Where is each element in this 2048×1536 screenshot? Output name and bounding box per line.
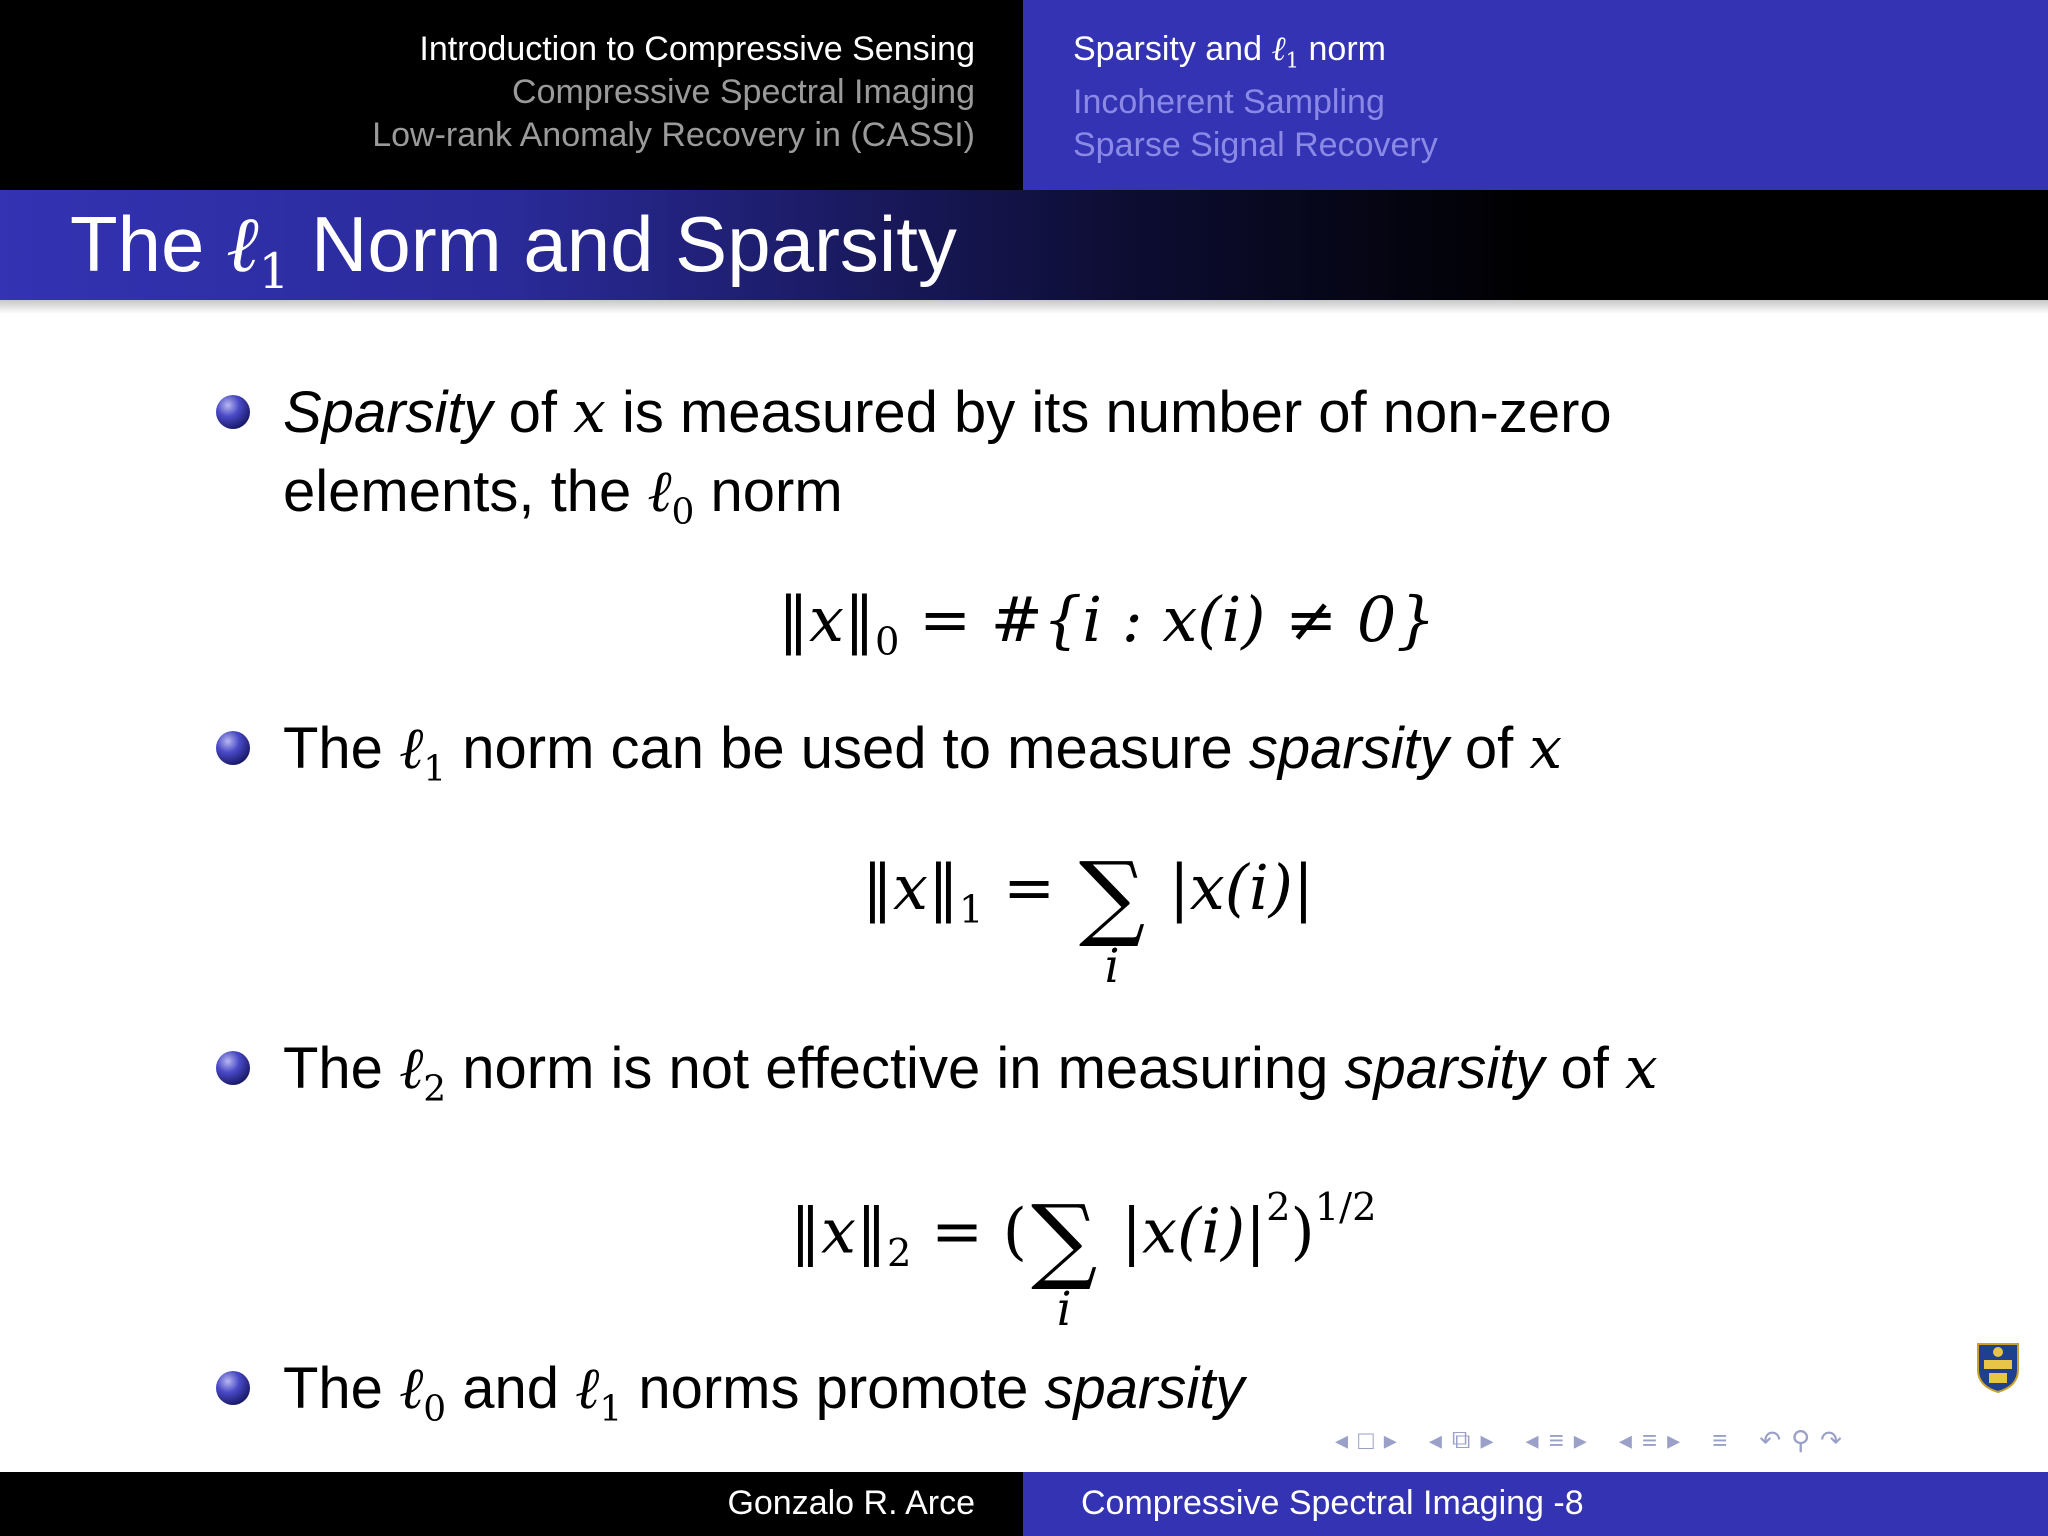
equation-equals-paren: = ( bbox=[931, 1194, 1027, 1268]
summation-index: i bbox=[1056, 1282, 1072, 1337]
nav-next-frame-arrow-icon[interactable]: ▸ bbox=[1480, 1424, 1494, 1455]
equation-subscript: 1 bbox=[958, 887, 984, 933]
equation-exponent: 1/2 bbox=[1314, 1185, 1377, 1230]
bullet-text: norm can be used to measure bbox=[462, 716, 1233, 781]
bullet-text: norms promote bbox=[638, 1356, 1029, 1421]
title-ell-symbol: ℓ bbox=[226, 200, 259, 290]
footer-short-title bbox=[1081, 1484, 1584, 1523]
math-variable: x bbox=[573, 378, 606, 446]
ell-symbol: ℓ bbox=[575, 1354, 600, 1422]
bullet-text: and bbox=[462, 1356, 560, 1421]
bullet-l2-norm bbox=[283, 1029, 1658, 1129]
summation-index: i bbox=[1104, 938, 1120, 993]
ell-symbol: ℓ bbox=[399, 1034, 424, 1102]
bullet-norms-promote-sparsity bbox=[283, 1349, 1244, 1449]
section-navigation bbox=[372, 28, 975, 157]
equation-equals: = bbox=[1003, 851, 1056, 924]
emphasis-text: Sparsity bbox=[283, 380, 493, 445]
nav-frame-icon[interactable]: ⧉ bbox=[1451, 1424, 1471, 1454]
ell-subscript: 1 bbox=[423, 748, 447, 790]
ell-symbol: ℓ bbox=[1271, 29, 1286, 69]
nav-section-compressive-spectral-imaging[interactable]: Compressive Spectral Imaging bbox=[512, 73, 975, 111]
bullet-l1-norm bbox=[283, 709, 1562, 809]
footer-title-text: Compressive Spectral Imaging bbox=[1081, 1484, 1544, 1522]
math-variable: x bbox=[1624, 1034, 1658, 1102]
equation-superscript: 2 bbox=[1266, 1185, 1291, 1230]
bullet-sparsity-definition bbox=[283, 373, 1612, 552]
summation-symbol bbox=[1031, 1185, 1098, 1337]
nav-subsection-suffix: norm bbox=[1308, 30, 1386, 68]
nav-forward-icon[interactable]: ↷ bbox=[1820, 1424, 1842, 1455]
footer-page-number: -8 bbox=[1553, 1484, 1584, 1522]
equation-rhs: |x(i)| bbox=[1168, 851, 1314, 924]
nav-subsection-sparsity-l1-norm[interactable] bbox=[1073, 28, 1438, 81]
equation-subscript: 2 bbox=[886, 1231, 912, 1277]
nav-prev-frame-arrow-icon[interactable]: ◂ bbox=[1428, 1424, 1442, 1455]
bullet-text: norm bbox=[710, 459, 843, 524]
ell-subscript: 2 bbox=[423, 1068, 447, 1110]
nav-document-icon[interactable]: ≡ bbox=[1712, 1424, 1728, 1455]
summation-sign: ∑ bbox=[1031, 1185, 1098, 1294]
ell-symbol: ℓ bbox=[399, 714, 424, 782]
nav-slide-icon[interactable]: □ bbox=[1358, 1424, 1374, 1455]
bullet-line bbox=[283, 373, 1612, 452]
bullet-text: is measured by its number of non-zero bbox=[621, 380, 1612, 445]
emphasis-text: sparsity bbox=[1344, 1036, 1545, 1101]
equation-l2-norm bbox=[790, 1168, 1377, 1337]
nav-subsection-icon[interactable]: ≡ bbox=[1548, 1424, 1564, 1455]
emphasis-text: sparsity bbox=[1044, 1356, 1245, 1421]
ell-subscript: 1 bbox=[1285, 47, 1300, 73]
nav-prev-section-arrow-icon[interactable]: ◂ bbox=[1618, 1424, 1632, 1455]
nav-prev-subsection-arrow-icon[interactable]: ◂ bbox=[1525, 1424, 1539, 1455]
equation-lhs: ‖x‖ bbox=[790, 1194, 887, 1268]
summation-symbol bbox=[1078, 841, 1146, 993]
bullet-text: elements, the bbox=[283, 459, 632, 524]
bullet-text: of bbox=[1560, 1036, 1609, 1101]
ell-subscript: 0 bbox=[423, 1388, 447, 1430]
summation-sign: ∑ bbox=[1078, 841, 1146, 950]
bullet-ball-icon bbox=[216, 731, 250, 765]
nav-section-low-rank-anomaly-recovery[interactable]: Low-rank Anomaly Recovery in (CASSI) bbox=[372, 116, 975, 154]
equation-l0-norm bbox=[778, 580, 1436, 682]
math-variable: x bbox=[1529, 714, 1563, 782]
nav-next-slide-arrow-icon[interactable]: ▸ bbox=[1383, 1424, 1397, 1455]
header-subsections-panel bbox=[1023, 0, 2048, 190]
subsection-navigation bbox=[1073, 28, 1438, 167]
nav-next-subsection-arrow-icon[interactable]: ▸ bbox=[1573, 1424, 1587, 1455]
equation-body: |x(i)| bbox=[1121, 1194, 1267, 1268]
bullet-text: The bbox=[283, 716, 383, 781]
beamer-navigation-symbols bbox=[1330, 1424, 1847, 1456]
bullet-ball-icon bbox=[216, 1051, 250, 1085]
nav-search-icon[interactable]: ⚲ bbox=[1791, 1424, 1811, 1455]
title-ell-subscript: 1 bbox=[258, 243, 290, 300]
bullet-text: of bbox=[508, 380, 558, 445]
footer-title-panel bbox=[1023, 1472, 2048, 1536]
title-prefix: The bbox=[70, 200, 205, 288]
equation-rhs: = #{i : x(i) ≠ 0} bbox=[919, 583, 1436, 656]
bullet-text: norm is not effective in measuring bbox=[462, 1036, 1329, 1101]
equation-subscript: 0 bbox=[874, 619, 900, 665]
footer-author: Gonzalo R. Arce bbox=[727, 1484, 975, 1522]
nav-prev-slide-arrow-icon[interactable]: ◂ bbox=[1335, 1424, 1349, 1455]
nav-subsection-prefix: Sparsity and bbox=[1073, 30, 1262, 68]
equation-l1-norm bbox=[862, 841, 1314, 993]
nav-next-section-arrow-icon[interactable]: ▸ bbox=[1667, 1424, 1681, 1455]
ell-subscript: 1 bbox=[599, 1388, 623, 1430]
bullet-text: The bbox=[283, 1036, 383, 1101]
equation-lhs: ‖x‖ bbox=[862, 851, 959, 924]
ell-symbol: ℓ bbox=[647, 457, 672, 525]
ell-symbol: ℓ bbox=[399, 1354, 424, 1422]
equation-close-paren: ) bbox=[1290, 1194, 1315, 1268]
bullet-text: of bbox=[1464, 716, 1514, 781]
bullet-ball-icon bbox=[216, 395, 250, 429]
nav-section-intro-compressive-sensing[interactable]: Introduction to Compressive Sensing bbox=[419, 30, 975, 68]
bullet-text: The bbox=[283, 1356, 383, 1421]
nav-back-icon[interactable]: ↶ bbox=[1759, 1424, 1782, 1455]
nav-subsection-sparse-signal-recovery[interactable]: Sparse Signal Recovery bbox=[1073, 126, 1438, 165]
emphasis-text: sparsity bbox=[1248, 716, 1449, 781]
equation-lhs: ‖x‖ bbox=[778, 583, 875, 656]
title-suffix: Norm and Sparsity bbox=[311, 200, 957, 288]
nav-section-icon[interactable]: ≡ bbox=[1641, 1424, 1658, 1455]
ell-subscript: 0 bbox=[671, 491, 695, 533]
university-of-delaware-seal-icon bbox=[1976, 1340, 2020, 1394]
frame-title bbox=[70, 192, 957, 324]
bullet-line bbox=[283, 452, 1612, 552]
footer-author-panel bbox=[0, 1472, 1023, 1536]
nav-subsection-incoherent-sampling[interactable]: Incoherent Sampling bbox=[1073, 83, 1385, 122]
header-sections-panel bbox=[0, 0, 1023, 190]
bullet-ball-icon bbox=[216, 1371, 250, 1405]
